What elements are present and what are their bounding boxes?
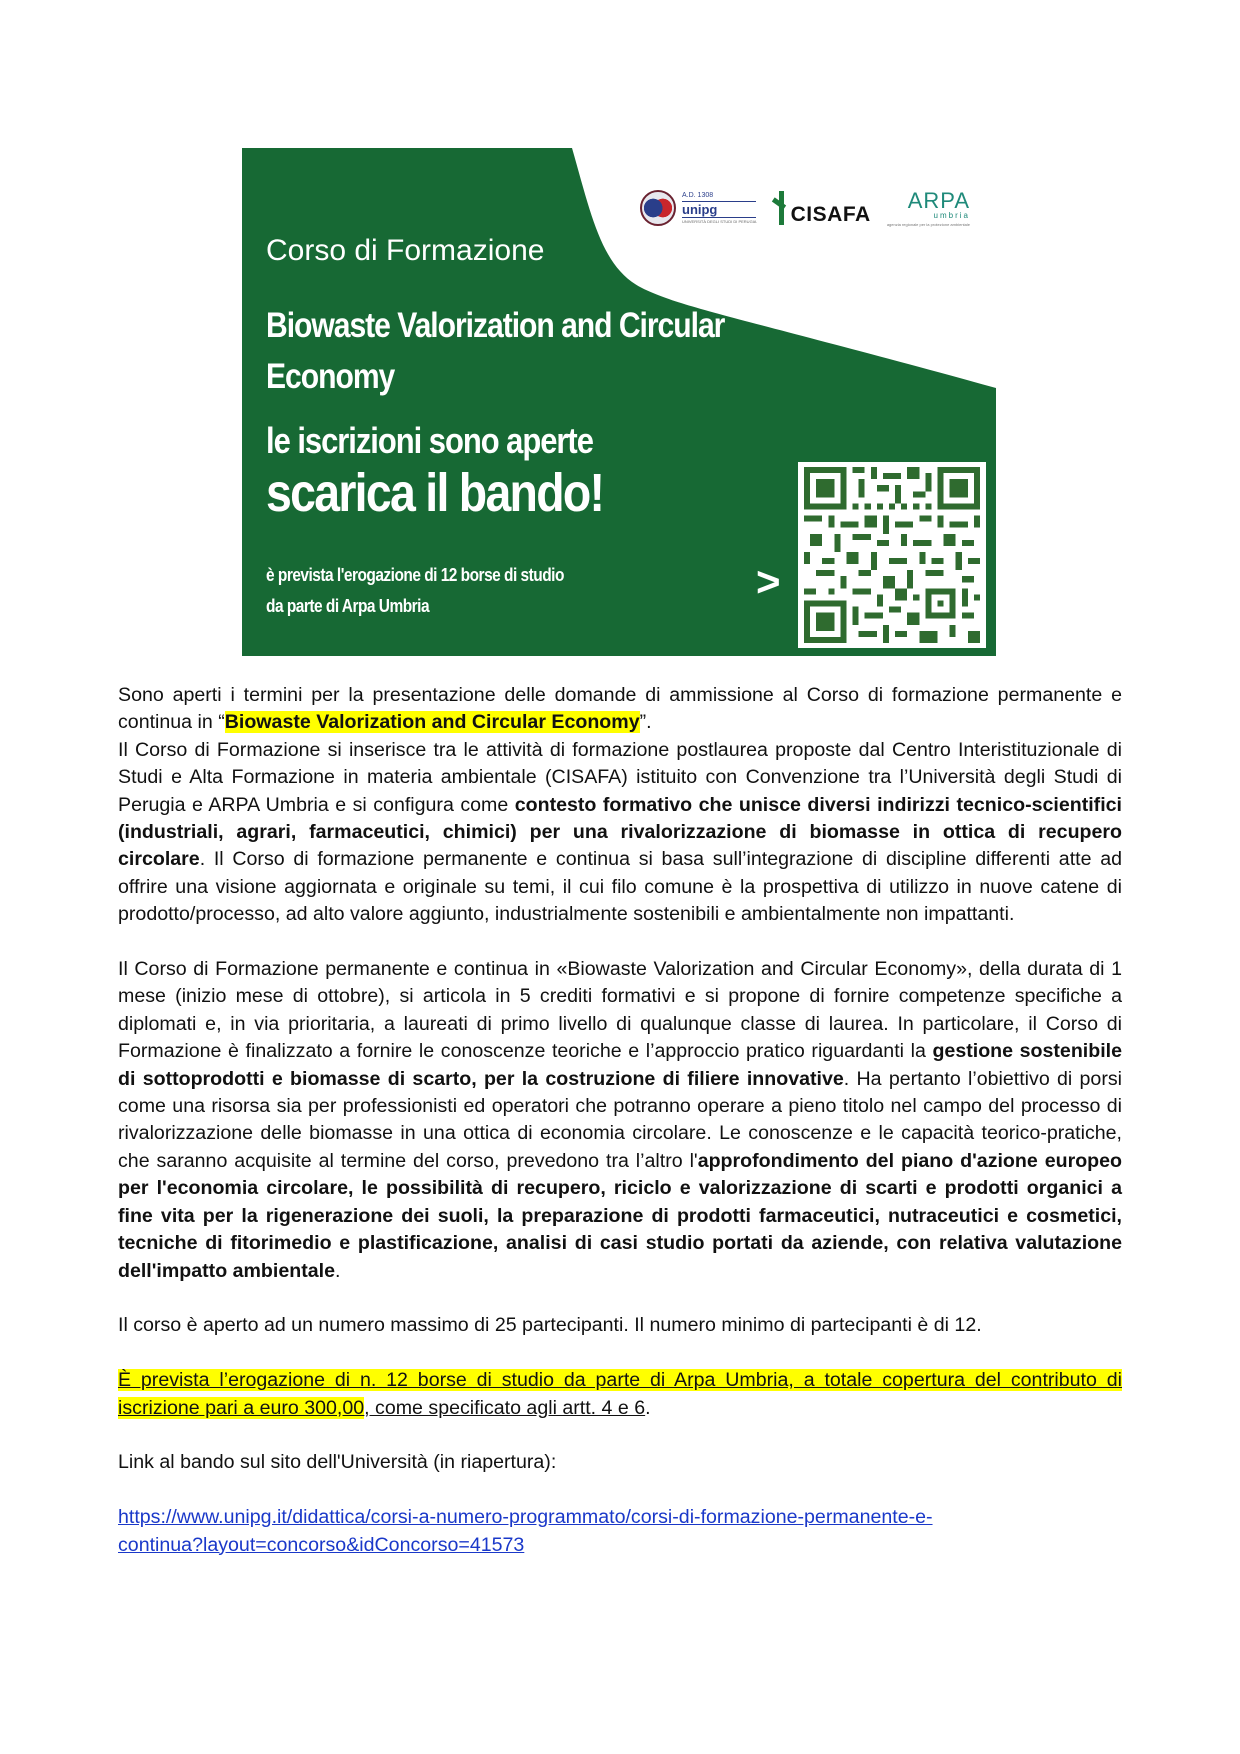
arpa-logo [886,187,970,227]
details-text: Il Corso di Formazione permanente e continua in «Biowaste Valorization and Circular Economy», della durata di 1 mese (inizio mese di ottobre), si articola in 5 crediti formativi e si propone di fornire competenze specifiche a diplomati e, in via prioritaria, a laureati di primo livello di qualunque classe di laurea. In particolare, il Corso di Formazione è finalizzato a fornire le conoscenze teoriche e l’approccio pratico riguardanti la [118,958,1122,1063]
unipg-year: A.D. 1308 [682,192,714,199]
arpa-tagline: agenzia regionale per la protezione ambientale [886,221,970,227]
cisafa-bold: contesto formativo che unisce diversi indirizzi tecnico-scientifici (industriali, agrari, farmaceutici, chimici) per una rivalorizzazione di biomasse in ottica di recupero circolare [118,793,1122,871]
arpa-sub: umbria [933,210,970,220]
banner-note [266,560,564,622]
paragraph-link-label: Link al bando sul sito dell'Università (in riapertura): [118,1451,557,1474]
banner-note-line2: da parte di Arpa Umbria [266,596,430,616]
banner-title-line1: Biowaste Valorization and Circular [266,306,725,345]
scholarship-end: . [645,1396,651,1419]
document-body [118,682,1122,1559]
cisafa-text-2: . Il Corso di formazione permanente e continua si basa sull’integrazione di discipline differenti atte ad offrire una visione aggiornata e originale su temi, il cui filo comune è la prospettiva di utilizzo in nuove catene di prodotto/processo, ad alto valore aggiunto, industrialmente sostenibili e ambientalmente non impattanti. [118,848,1122,926]
university-seal-icon [640,190,676,226]
partner-logos [640,168,970,248]
cisafa-name: CISAFA [790,203,871,226]
details-end: . [334,1259,341,1282]
scholarship-rest: , come specificato agli artt. 4 e 6 [364,1396,646,1419]
scholarship-highlight: È prevista l’erogazione di n. 12 borse di studio da parte di Arpa Umbria, a totale copertura del contributo di iscrizione pari a euro 300,00 [118,1369,1122,1419]
bando-link-line2[interactable]: continua?layout=concorso&idConcorso=41573 [118,1533,525,1556]
details-bold-2: approfondimento del piano d'azione europeo per l'economia circolare, le possibilità di recupero, riciclo e valorizzazione di scarti e prodotti organici a fine vita per la rigenerazione dei suoli, la preparazione di prodotti farmaceutici, nutraceutici e cosmetici, tecniche di fitorimedio e plastificazione, analisi di casi studio portati da aziende, con relativa valutazione dell'impatto ambientale [118,1149,1123,1282]
intro-text: Sono aperti i termini per la presentazione delle domande di ammissione al Corso di formazione permanente e continua in “ [118,684,1122,734]
banner-cta-line1: le iscrizioni sono aperte [266,420,593,461]
paragraph-scholarships [118,1367,1122,1422]
paragraph-participants: Il corso è aperto ad un numero massimo di 25 partecipanti. Il numero minimo di partecipanti è di 12. [118,1314,982,1337]
banner-subtitle: Corso di Formazione [266,234,545,267]
qr-code-icon[interactable] [798,462,986,648]
cisafa-text: Il Corso di Formazione si inserisce tra le attività di formazione postlaurea proposte dal Centro Interistituzionale di Studi e Alta Formazione in materia ambientale (CISAFA) istituito con Convenzione tra l’Università degli Studi di Perugia e ARPA Umbria e si configura come [118,738,1122,816]
cisafa-logo [773,191,871,225]
paragraph-cisafa [118,737,1122,929]
bando-link[interactable] [118,1506,933,1555]
unipg-logo [640,190,756,226]
details-text-2: . Ha pertanto l’obiettivo di porsi come una risorsa sia per professionisti ed operatori che potranno operare a pieno titolo nel campo del processo di rivalorizzazione delle biomasse in una ottica di economia circolare. Le conoscenze e le capacità teorico-pratiche, che saranno acquisite al termine del corso, prevedono tra l’altro l' [118,1067,1123,1172]
banner-title [266,300,748,402]
paragraph-course-details [118,956,1122,1285]
paragraph-link [118,1504,1122,1559]
banner-title-line2: Economy [266,357,395,396]
course-title-highlight: Biowaste Valorization and Circular Economy [224,711,640,734]
arpa-name: ARPA [907,187,970,213]
details-bold-1: gestione sostenibile di sottoprodotti e biomasse di scarto, per la costruzione di filiere innovative [118,1040,1122,1090]
paragraph-intro [118,682,1122,737]
unipg-sub: UNIVERSITÀ DEGLI STUDI DI PERUGIA [682,219,757,224]
chevron-right-icon: > [756,558,781,605]
bando-link-line1[interactable]: https://www.unipg.it/didattica/corsi-a-numero-programmato/corsi-di-formazione-permanente-e- [118,1506,933,1529]
course-banner [242,148,996,656]
unipg-name: unipg [682,201,756,218]
cisafa-mark-icon [773,191,789,225]
banner-note-line1: è prevista l'erogazione di 12 borse di studio [266,565,564,585]
intro-end: ”. [639,711,652,734]
banner-cta-line2: scarica il bando! [266,463,604,523]
